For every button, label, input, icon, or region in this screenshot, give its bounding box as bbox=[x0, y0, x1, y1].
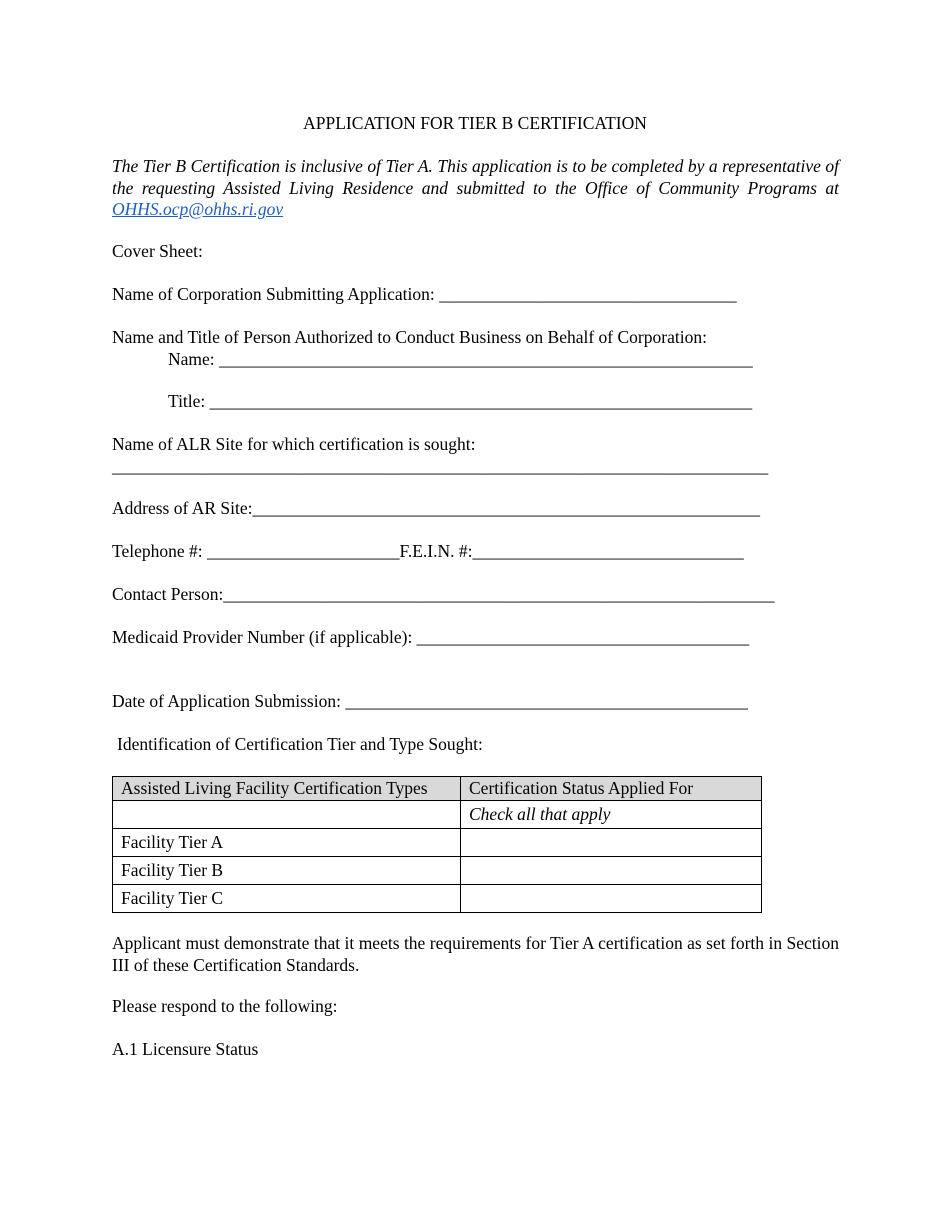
authorized-title-field[interactable]: Title: ______________________________________________________________ bbox=[168, 391, 753, 411]
authorized-name-field[interactable]: Name: _____________________________________________________________ bbox=[168, 349, 753, 369]
submission-date-field[interactable]: Date of Application Submission: ______________________________________________ bbox=[112, 691, 748, 711]
page-title: APPLICATION FOR TIER B CERTIFICATION bbox=[303, 113, 647, 133]
telephone-fein-field[interactable]: Telephone #: ______________________F.E.I.N. #:_______________________________ bbox=[112, 541, 744, 561]
authorized-person-heading: Name and Title of Person Authorized to Conduct Business on Behalf of Corporation: bbox=[112, 327, 707, 347]
intro-paragraph bbox=[112, 156, 839, 221]
cover-sheet-label: Cover Sheet: bbox=[112, 241, 203, 261]
tier-a-check-cell[interactable] bbox=[461, 829, 762, 857]
certification-table bbox=[112, 776, 762, 913]
table-row bbox=[113, 829, 762, 857]
header-cert-types: Assisted Living Facility Certification Types bbox=[113, 777, 461, 801]
check-all-note: Check all that apply bbox=[461, 801, 762, 829]
contact-person-field[interactable]: Contact Person:_______________________________________________________________ bbox=[112, 584, 775, 604]
identification-heading: Identification of Certification Tier and Type Sought: bbox=[117, 734, 483, 754]
email-link[interactable]: OHHS.ocp@ohhs.ri.gov bbox=[112, 199, 284, 219]
alr-site-label: Name of ALR Site for which certification is sought: bbox=[112, 434, 476, 454]
intro-text: The Tier B Certification is inclusive of Tier A. This application is to be completed by a representative of the requesting Assisted Living Residence and submitted to the Office of Community Programs at bbox=[112, 156, 839, 198]
tier-c-check-cell[interactable] bbox=[461, 885, 762, 913]
medicaid-number-field[interactable]: Medicaid Provider Number (if applicable): ______________________________________ bbox=[112, 627, 750, 647]
requirement-paragraph: Applicant must demonstrate that it meets the requirements for Tier A certification as set forth in Section III of these Certification Standards. bbox=[112, 933, 839, 975]
row-label: Facility Tier A bbox=[113, 829, 461, 857]
table-header-row bbox=[113, 777, 762, 801]
address-field[interactable]: Address of AR Site:__________________________________________________________ bbox=[112, 498, 760, 518]
respond-instruction: Please respond to the following: bbox=[112, 996, 338, 1016]
row-label: Facility Tier C bbox=[113, 885, 461, 913]
table-subheader-row bbox=[113, 801, 762, 829]
tier-b-check-cell[interactable] bbox=[461, 857, 762, 885]
corporation-name-field[interactable]: Name of Corporation Submitting Application: __________________________________ bbox=[112, 284, 737, 304]
subheader-empty bbox=[113, 801, 461, 829]
table-row bbox=[113, 857, 762, 885]
table-row bbox=[113, 885, 762, 913]
alr-site-field[interactable]: ___________________________________________________________________________ bbox=[112, 456, 769, 476]
row-label: Facility Tier B bbox=[113, 857, 461, 885]
header-status: Certification Status Applied For bbox=[461, 777, 762, 801]
section-heading: A.1 Licensure Status bbox=[112, 1039, 259, 1059]
